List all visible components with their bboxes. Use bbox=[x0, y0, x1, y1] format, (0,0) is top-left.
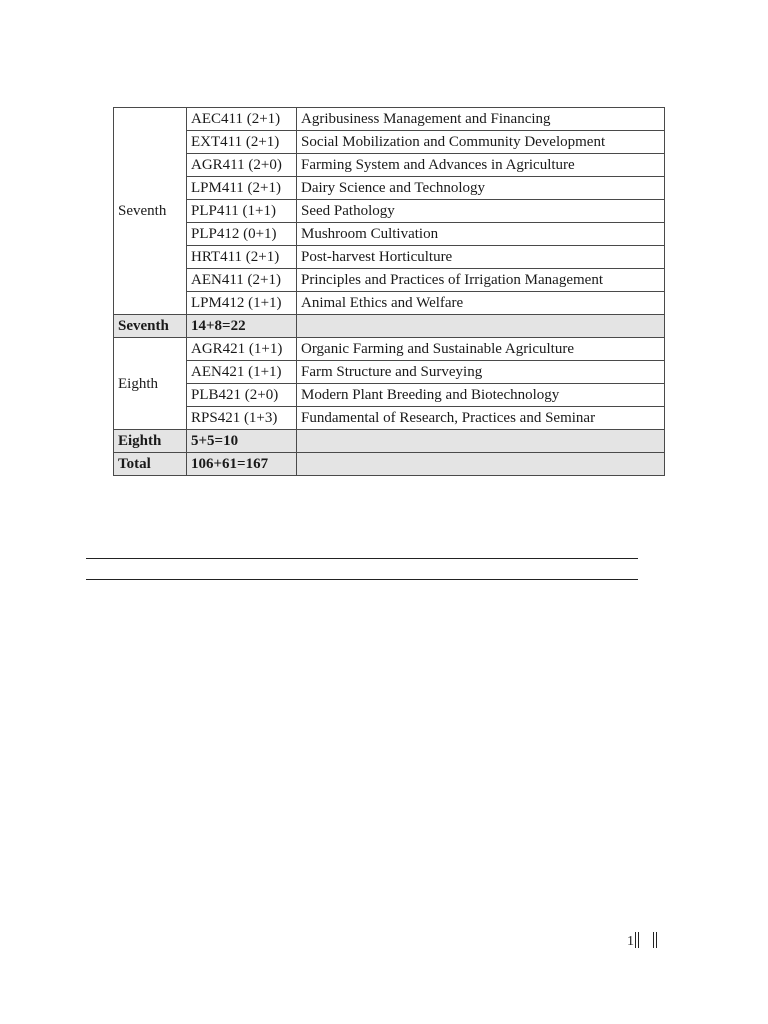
table-row bbox=[114, 154, 665, 177]
summary-label: Seventh bbox=[114, 315, 187, 338]
course-title: Modern Plant Breeding and Biotechnology bbox=[297, 384, 665, 407]
course-title: Agribusiness Management and Financing bbox=[297, 108, 665, 131]
total-row bbox=[114, 453, 665, 476]
course-title: Social Mobilization and Community Development bbox=[297, 131, 665, 154]
course-table bbox=[113, 107, 665, 476]
total-label: Total bbox=[114, 453, 187, 476]
table-row bbox=[114, 338, 665, 361]
table-row bbox=[114, 131, 665, 154]
table-row bbox=[114, 177, 665, 200]
summary-value: 14+8=22 bbox=[187, 315, 297, 338]
footer-separator bbox=[653, 932, 657, 948]
course-title: Animal Ethics and Welfare bbox=[297, 292, 665, 315]
course-code: AEC411 (2+1) bbox=[187, 108, 297, 131]
table-row bbox=[114, 361, 665, 384]
table-row bbox=[114, 407, 665, 430]
course-title: Farm Structure and Surveying bbox=[297, 361, 665, 384]
course-code: LPM411 (2+1) bbox=[187, 177, 297, 200]
course-title: Fundamental of Research, Practices and Seminar bbox=[297, 407, 665, 430]
course-code: AEN421 (1+1) bbox=[187, 361, 297, 384]
table-row bbox=[114, 269, 665, 292]
total-blank bbox=[297, 453, 665, 476]
summary-blank bbox=[297, 430, 665, 453]
course-title: Organic Farming and Sustainable Agriculture bbox=[297, 338, 665, 361]
course-code: RPS421 (1+3) bbox=[187, 407, 297, 430]
course-code: PLP412 (0+1) bbox=[187, 223, 297, 246]
course-code: AEN411 (2+1) bbox=[187, 269, 297, 292]
summary-value: 5+5=10 bbox=[187, 430, 297, 453]
course-code: PLB421 (2+0) bbox=[187, 384, 297, 407]
course-code: LPM412 (1+1) bbox=[187, 292, 297, 315]
course-code: EXT411 (2+1) bbox=[187, 131, 297, 154]
course-title: Mushroom Cultivation bbox=[297, 223, 665, 246]
footer-separator bbox=[635, 932, 639, 948]
course-code: AGR421 (1+1) bbox=[187, 338, 297, 361]
page-number: 1 bbox=[627, 934, 634, 949]
course-code: AGR411 (2+0) bbox=[187, 154, 297, 177]
summary-row-eighth bbox=[114, 430, 665, 453]
table-row bbox=[114, 200, 665, 223]
page-footer bbox=[627, 932, 657, 950]
table-row bbox=[114, 223, 665, 246]
horizontal-rule bbox=[86, 579, 638, 580]
course-code: HRT411 (2+1) bbox=[187, 246, 297, 269]
horizontal-rule bbox=[86, 558, 638, 559]
course-title: Seed Pathology bbox=[297, 200, 665, 223]
table-row bbox=[114, 246, 665, 269]
course-title: Dairy Science and Technology bbox=[297, 177, 665, 200]
table-row bbox=[114, 108, 665, 131]
course-title: Post-harvest Horticulture bbox=[297, 246, 665, 269]
course-title: Farming System and Advances in Agriculture bbox=[297, 154, 665, 177]
table-row bbox=[114, 384, 665, 407]
total-value: 106+61=167 bbox=[187, 453, 297, 476]
summary-blank bbox=[297, 315, 665, 338]
semester-label-eighth: Eighth bbox=[114, 338, 187, 430]
course-title: Principles and Practices of Irrigation Management bbox=[297, 269, 665, 292]
semester-label-seventh: Seventh bbox=[114, 108, 187, 315]
summary-row-seventh bbox=[114, 315, 665, 338]
table-row bbox=[114, 292, 665, 315]
course-code: PLP411 (1+1) bbox=[187, 200, 297, 223]
summary-label: Eighth bbox=[114, 430, 187, 453]
